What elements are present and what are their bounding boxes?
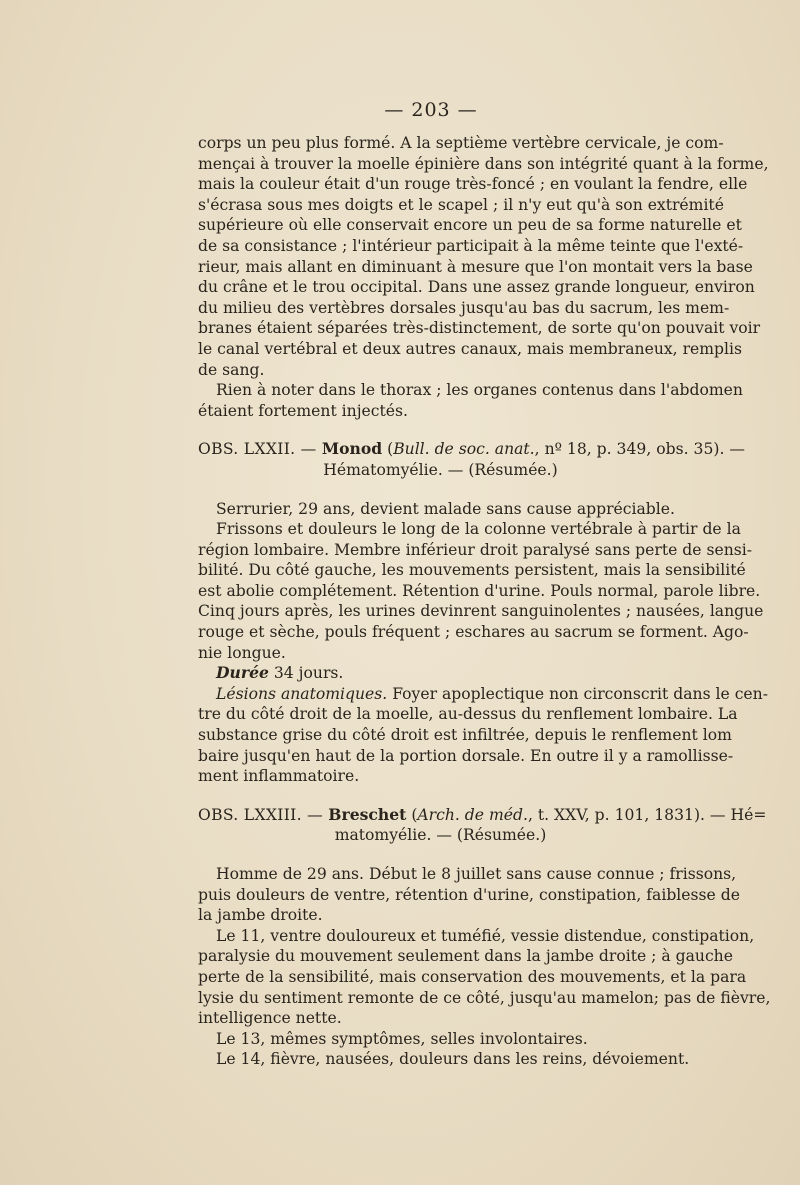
text-run: Lésions anatomiques. xyxy=(216,684,388,703)
text-line: mençai à trouver la moelle épinière dans son intégrité quant à la forme, xyxy=(198,154,769,173)
text-line: Hématomyélie. — (Résumée.) xyxy=(323,460,558,479)
text-line: région lombaire. Membre inférieur droit paralysé sans perte de sensi- xyxy=(198,540,752,559)
text-run: Monod xyxy=(321,439,383,459)
text-line: corps un peu plus formé. A la septième vertèbre cervicale, je com- xyxy=(198,134,724,152)
text-line: le canal vertébral et deux autres canaux, mais membraneux, remplis xyxy=(198,339,742,358)
text-line: intelligence nette. xyxy=(198,1009,342,1028)
text-line: rieur, mais allant en diminuant à mesure que l'on montait vers la base xyxy=(198,257,753,276)
text-line: tre du côté droit de la moelle, au-dessus du renflement lombaire. La xyxy=(198,705,738,724)
text-line: mais la couleur était d'un rouge très-foncé ; en voulant la fendre, elle xyxy=(198,175,748,194)
text-run: 34 jours. xyxy=(268,664,344,683)
text-run: Durée xyxy=(216,663,269,683)
text-line: substance grise du côté droit est infiltrée, depuis le renflement lom xyxy=(198,726,732,745)
text-line: s'écrasa sous mes doigts et le scapel ; il n'y eut qu'à son extrémité xyxy=(198,195,724,214)
paragraph-gap xyxy=(198,421,683,439)
text-run: ( xyxy=(406,805,418,824)
text-line: de sang. xyxy=(198,360,265,379)
text-line xyxy=(198,804,767,826)
text-line: lysie du sentiment remonte de ce côté, jusqu'au mamelon; pas de fièvre, xyxy=(198,988,771,1007)
text-line xyxy=(198,663,683,684)
text-line: Le 11, ventre douloureux et tuméfié, vessie distendue, constipation, xyxy=(216,926,755,945)
text-line: du crâne et le trou occipital. Dans une assez grande longueur, environ xyxy=(198,278,755,297)
text-line: rouge et sèche, pouls fréquent ; eschares au sacrum se forment. Ago- xyxy=(198,623,749,642)
text-run: Breschet xyxy=(328,804,407,824)
text-run: ( xyxy=(382,440,394,459)
text-line: Serrurier, 29 ans, devient malade sans cause appréciable. xyxy=(216,499,675,518)
text-line: Le 13, mêmes symptômes, selles involontaires. xyxy=(216,1029,588,1048)
text-run: OBS. LXXII. — xyxy=(198,440,322,459)
text-line: de sa consistance ; l'intérieur participait à la même teinte que l'exté- xyxy=(198,236,744,255)
text-line: paralysie du mouvement seulement dans la jambe droite ; à gauche xyxy=(198,947,733,966)
text-line: Rien à noter dans le thorax ; les organes contenus dans l'abdomen xyxy=(216,381,743,400)
text-line: perte de la sensibilité, mais conservation des mouvements, et la para xyxy=(198,967,747,986)
text-line: Frissons et douleurs le long de la colonne vertébrale à partir de la xyxy=(216,520,741,539)
page-number: — 203 — xyxy=(384,99,478,121)
text-line: est abolie complétement. Rétention d'urine. Pouls normal, parole libre. xyxy=(198,581,761,600)
text-line: Le 14, fièvre, nausées, douleurs dans les reins, dévoiement. xyxy=(216,1050,690,1069)
text-line: supérieure où elle conservait encore un peu de sa forme naturelle et xyxy=(198,216,742,235)
text-line: Homme de 29 ans. Début le 8 juillet sans cause connue ; frissons, xyxy=(216,865,737,883)
text-line xyxy=(198,684,768,705)
text-run: , nº 18, p. 349, obs. 35). — xyxy=(534,440,745,459)
paragraph-gap xyxy=(198,846,683,864)
text-block xyxy=(198,133,771,1070)
text-line: Cinq jours après, les urines devinrent sanguinolentes ; nausées, langue xyxy=(198,602,764,621)
text-run: Foyer apoplectique non circonscrit dans le cen- xyxy=(387,684,768,703)
text-run: Arch. de méd. xyxy=(417,805,528,824)
text-line: bilité. Du côté gauche, les mouvements persistent, mais la sensibilité xyxy=(198,561,746,580)
text-run: Bull. de soc. anat. xyxy=(393,440,535,459)
text-line: la jambe droite. xyxy=(198,906,323,925)
text-line: du milieu des vertèbres dorsales jusqu'au bas du sacrum, les mem- xyxy=(198,298,730,317)
text-line: baire jusqu'en haut de la portion dorsale. En outre il y a ramollisse- xyxy=(198,746,734,765)
paragraph-gap xyxy=(198,481,683,499)
text-line: nie longue. xyxy=(198,643,286,662)
text-line xyxy=(198,439,745,460)
text-line: ment inflammatoire. xyxy=(198,767,360,786)
paragraph-gap xyxy=(198,787,683,805)
text-run: , t. XXV, p. 101, 1831). — Hé= xyxy=(527,805,767,824)
text-line: matomyélie. — (Résumée.) xyxy=(334,826,547,845)
text-run: OBS. LXXIII. — xyxy=(198,805,329,824)
text-line: puis douleurs de ventre, rétention d'urine, constipation, faiblesse de xyxy=(198,885,740,904)
text-line: branes étaient séparées très-distinctement, de sorte qu'on pouvait voir xyxy=(198,319,761,338)
text-line: étaient fortement injectés. xyxy=(198,401,408,420)
